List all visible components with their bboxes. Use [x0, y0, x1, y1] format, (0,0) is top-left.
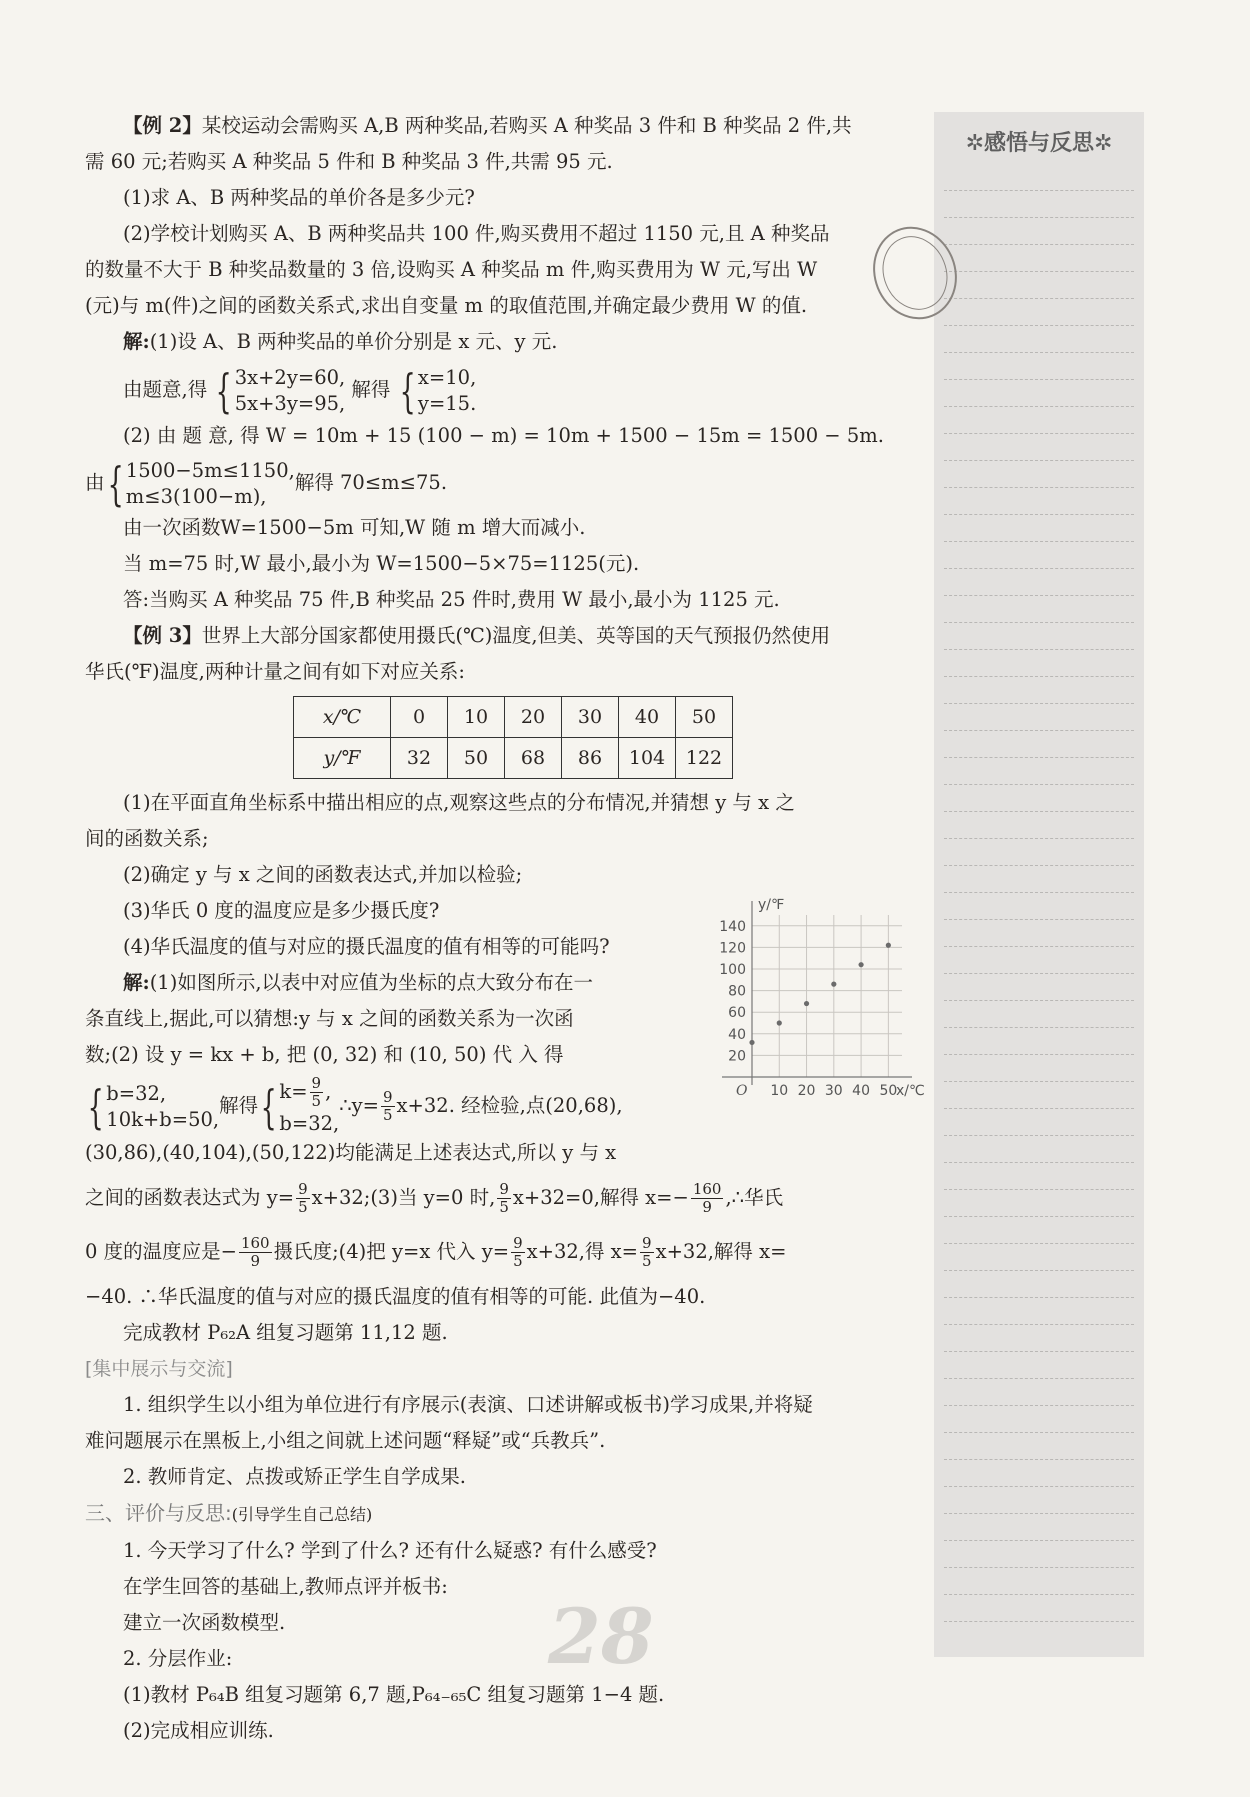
dashed-line	[944, 1351, 1134, 1352]
y-tick-label: 100	[719, 962, 746, 978]
dashed-line	[944, 973, 1134, 974]
table-cell: 20	[505, 697, 562, 738]
example3-question3: (3)华氏 0 度的温度应是多少摄氏度?	[123, 899, 440, 922]
reflection-section-title	[85, 1495, 920, 1533]
fraction	[497, 1181, 511, 1216]
numerator: 160	[240, 1234, 270, 1252]
equation: x=10,	[417, 365, 477, 389]
denominator: 5	[499, 1198, 509, 1216]
table-cell: 86	[562, 738, 619, 779]
example3-solution8: −40. ∴华氏温度的值与对应的摄氏温度的值有相等的可能. 此值为−40.	[85, 1285, 706, 1308]
dashed-line	[944, 1216, 1134, 1217]
dashed-line	[944, 703, 1134, 704]
reflection-sidebar	[934, 112, 1144, 1657]
example2-solution2: (2) 由 题 意, 得 W = 10m + 15 (100 − m) = 10m + 1500 − 15m = 1500 − 5m.	[123, 424, 884, 447]
data-point	[858, 962, 863, 967]
example2-solution4: 当 m=75 时,W 最小,最小为 W=1500−5×75=1125(元).	[123, 552, 640, 575]
equation: 10k+b=50,	[106, 1107, 220, 1131]
example2-question1: (1)求 A、B 两种奖品的单价各是多少元?	[123, 186, 475, 209]
example2-answer: 答:当购买 A 种奖品 75 件,B 种奖品 25 件时,费用 W 最小,最小为 1125 元.	[123, 588, 780, 611]
solution-system: { x=10, y=15.	[399, 363, 477, 418]
example-tag: 【例 2】	[123, 114, 202, 137]
table-cell: 104	[619, 738, 676, 779]
text: 0 度的温度应是−	[85, 1240, 237, 1263]
dashed-line	[944, 1297, 1134, 1298]
example2-question2: (2)学校计划购买 A、B 两种奖品共 100 件,购买费用不超过 1150 元,且 A 种奖品	[123, 222, 830, 245]
dashed-line	[944, 541, 1134, 542]
dashed-line	[944, 1162, 1134, 1163]
text: x+32;(3)当 y=0 时,	[311, 1186, 496, 1209]
dashed-line	[944, 1081, 1134, 1082]
text: x+32=0,解得 x=−	[512, 1186, 689, 1209]
dashed-line	[944, 487, 1134, 488]
example3-question4: (4)华氏温度的值与对应的摄氏温度的值有相等的可能吗?	[123, 935, 610, 958]
numerator: 9	[513, 1234, 523, 1252]
dashed-line	[944, 271, 1134, 272]
dashed-line	[944, 757, 1134, 758]
data-point	[777, 1020, 782, 1025]
scatter-chart	[700, 895, 930, 1105]
example2-question2-cont2: (元)与 m(件)之间的函数关系式,求出自变量 m 的取值范围,并确定最少费用 W 的值.	[85, 294, 808, 317]
fraction	[691, 1181, 724, 1216]
example3-question2: (2)确定 y 与 x 之间的函数表达式,并加以检验;	[123, 863, 523, 886]
table-cell: 122	[676, 738, 733, 779]
numerator: 160	[692, 1180, 722, 1198]
y-tick-label: 80	[728, 983, 746, 1000]
example3-solution6	[85, 1171, 920, 1225]
dashed-line	[944, 433, 1134, 434]
table-cell: 0	[391, 697, 448, 738]
dashed-line	[944, 514, 1134, 515]
equation: 3x+2y=60,	[234, 365, 346, 389]
y-tick-label: 40	[728, 1026, 746, 1043]
dashed-line	[944, 595, 1134, 596]
text: ,	[325, 1080, 332, 1103]
dashed-line	[944, 811, 1134, 812]
table-row	[294, 697, 733, 738]
dashed-line	[944, 1270, 1134, 1271]
table-row	[294, 738, 733, 779]
textbook-assignment: 完成教材 P₆₂A 组复习题第 11,12 题.	[123, 1321, 448, 1344]
example2-question2-cont: 的数量不大于 B 种奖品数量的 3 倍,设购买 A 种奖品 m 件,购买费用为 W 元,写出 W	[85, 258, 818, 281]
x-tick-label: 20	[797, 1083, 816, 1099]
y-tick-label: 120	[719, 940, 746, 957]
numerator: 9	[311, 1074, 322, 1092]
dashed-line	[944, 622, 1134, 623]
text: 由	[85, 471, 105, 494]
example2-inequality-system	[85, 454, 920, 510]
equation-system: { b=32, 10k+b=50,	[87, 1079, 220, 1134]
dashed-line	[944, 406, 1134, 407]
x-tick-label: 30	[824, 1083, 843, 1099]
numerator: 9	[298, 1180, 308, 1198]
fraction	[239, 1235, 272, 1270]
reflection-item2: 在学生回答的基础上,教师点评并板书:	[123, 1575, 448, 1598]
solution-label: 解:	[123, 330, 150, 353]
x-tick-label: 10	[770, 1083, 789, 1099]
table-cell: 68	[505, 738, 562, 779]
y-tick-label: 60	[728, 1005, 746, 1022]
example2-line2: 需 60 元;若购买 A 种奖品 5 件和 B 种奖品 3 件,共需 95 元.	[85, 150, 613, 173]
fraction	[296, 1181, 310, 1216]
dashed-line	[944, 1621, 1134, 1622]
section-note: (引导学生自己总结)	[231, 1505, 373, 1524]
dashed-line	[944, 244, 1134, 245]
dashed-line	[944, 1405, 1134, 1406]
text: ∴y=	[339, 1094, 379, 1117]
fraction	[511, 1235, 525, 1270]
fraction	[381, 1089, 395, 1124]
equation: b=32,	[279, 1112, 340, 1135]
dashed-line	[944, 1189, 1134, 1190]
inequality-system: { 1500−5m≤1150, m≤3(100−m),	[107, 456, 295, 511]
dashed-line	[944, 1513, 1134, 1514]
dashed-line	[944, 784, 1134, 785]
equation: 5x+3y=95,	[234, 391, 346, 415]
text: x+32,得 x=	[526, 1240, 639, 1263]
text: 解得	[219, 1094, 259, 1117]
table-cell: 32	[391, 738, 448, 779]
origin-label: O	[736, 1083, 748, 1099]
y-axis-label: y/℉	[758, 897, 785, 913]
reflection-item3: 建立一次函数模型.	[123, 1611, 286, 1634]
equation-system: { 3x+2y=60, 5x+3y=95,	[215, 363, 346, 418]
example2-line1	[85, 108, 920, 144]
text: 某校运动会需购买 A,B 两种奖品,若购买 A 种奖品 3 件和 B 种奖品 2 件,共	[201, 114, 852, 137]
equation	[279, 1075, 339, 1110]
example3-solution2: 条直线上,据此,可以猜想:y 与 x 之间的函数关系为一次函	[85, 1007, 574, 1030]
reflection-item4: 2. 分层作业:	[123, 1647, 233, 1670]
example-tag: 【例 3】	[123, 624, 202, 647]
table-cell: 40	[619, 697, 676, 738]
dashed-line	[944, 1432, 1134, 1433]
fraction	[310, 1075, 324, 1110]
text: (1)设 A、B 两种奖品的单价分别是 x 元、y 元.	[149, 330, 558, 353]
denominator: 5	[311, 1092, 322, 1110]
x-tick-label: 40	[852, 1083, 871, 1099]
dashed-line	[944, 1459, 1134, 1460]
dashed-line	[944, 649, 1134, 650]
dashed-line	[944, 865, 1134, 866]
dashed-line	[944, 1324, 1134, 1325]
fraction	[640, 1235, 654, 1270]
solution-label: 解:	[123, 971, 150, 994]
sidebar-title: ✲感悟与反思✲	[965, 131, 1113, 156]
example2-system1	[85, 360, 920, 418]
dashed-line	[944, 1594, 1134, 1595]
x-axis-label: x/℃	[896, 1083, 925, 1099]
text: x+32. 经检验,点(20,68),	[396, 1094, 623, 1117]
dashed-line	[944, 730, 1134, 731]
dashed-line	[944, 298, 1134, 299]
dashed-line	[944, 919, 1134, 920]
solution-system: { k= $\frac{9}{5}$ , b=32,	[258, 1075, 339, 1138]
example2-solution1	[85, 324, 920, 360]
data-point	[804, 1001, 809, 1006]
text: 解得 70≤m≤75.	[294, 471, 448, 494]
text: ,∴华氏	[725, 1186, 784, 1209]
section-heading: 三、评价与反思:	[85, 1501, 232, 1525]
y-tick-label: 140	[719, 918, 746, 935]
dashed-line	[944, 1027, 1134, 1028]
text: (1)如图所示,以表中对应值为坐标的点大致分布在一	[149, 971, 594, 994]
data-point	[886, 943, 891, 948]
dashed-line	[944, 1000, 1134, 1001]
exchange-item2: 2. 教师肯定、点拨或矫正学生自学成果.	[123, 1465, 467, 1488]
data-point	[831, 982, 836, 987]
dashed-line	[944, 352, 1134, 353]
example3-question1-cont: 间的函数关系;	[85, 827, 209, 850]
text: 解得	[351, 378, 391, 401]
reflection-item5: (1)教材 P₆₄B 组复习题第 6,7 题,P₆₄₋₆₅C 组复习题第 1−4 题.	[123, 1683, 665, 1706]
table-header: y/℉	[294, 738, 391, 779]
text: 之间的函数表达式为 y=	[85, 1186, 295, 1209]
dashed-line	[944, 1135, 1134, 1136]
example3-solution7	[85, 1225, 920, 1279]
example2-solution3: 由一次函数W=1500−5m 可知,W 随 m 增大而减小.	[123, 516, 586, 539]
example3-solution5: (30,86),(40,104),(50,122)均能满足上述表达式,所以 y 与 x	[85, 1141, 617, 1164]
denominator: 9	[250, 1252, 261, 1270]
inequality: 1500−5m≤1150,	[125, 458, 295, 482]
denominator: 5	[383, 1106, 393, 1124]
dashed-line	[944, 325, 1134, 326]
example3-solution3: 数;(2) 设 y = kx + b, 把 (0, 32) 和 (10, 50) 代 入 得	[85, 1043, 564, 1066]
text: 由题意,得	[123, 378, 208, 401]
dashed-line	[944, 1243, 1134, 1244]
table-cell: 50	[676, 697, 733, 738]
dashed-line	[944, 1486, 1134, 1487]
dashed-line	[944, 1054, 1134, 1055]
denominator: 5	[513, 1252, 523, 1270]
dashed-line	[944, 568, 1134, 569]
dashed-line	[944, 892, 1134, 893]
data-point	[749, 1040, 754, 1045]
equation: y=15.	[417, 391, 477, 415]
table-cell: 30	[562, 697, 619, 738]
dashed-line	[944, 838, 1134, 839]
x-tick-label: 50	[879, 1083, 898, 1099]
dashed-line	[944, 190, 1134, 191]
example3-question1: (1)在平面直角坐标系中描出相应的点,观察这些点的分布情况,并猜想 y 与 x 之	[123, 791, 795, 814]
page-number: 28	[548, 1592, 654, 1681]
dashed-line	[944, 1108, 1134, 1109]
numerator: 9	[499, 1180, 509, 1198]
dashed-line	[944, 946, 1134, 947]
example3-line1	[85, 618, 920, 654]
table-cell: 10	[448, 697, 505, 738]
denominator: 5	[298, 1198, 308, 1216]
exchange-item1: 1. 组织学生以小组为单位进行有序展示(表演、口述讲解或板书)学习成果,并将疑	[123, 1393, 813, 1416]
equation: b=32,	[106, 1081, 167, 1105]
reflection-item6: (2)完成相应训练.	[123, 1719, 274, 1742]
exchange-section-title: [集中展示与交流]	[85, 1358, 233, 1380]
dashed-line	[944, 217, 1134, 218]
temperature-table	[293, 696, 733, 779]
y-tick-label: 20	[728, 1048, 746, 1065]
numerator: 9	[383, 1088, 393, 1106]
dashed-line	[944, 1567, 1134, 1568]
dashed-line	[944, 460, 1134, 461]
text: 摄氏度;(4)把 y=x 代入 y=	[273, 1240, 510, 1263]
example3-line2: 华氏(℉)温度,两种计量之间有如下对应关系:	[85, 660, 465, 683]
inequality: m≤3(100−m),	[125, 484, 267, 508]
table-cell: 50	[448, 738, 505, 779]
dashed-line	[944, 676, 1134, 677]
dashed-line	[944, 1378, 1134, 1379]
text: x+32,解得 x=	[655, 1240, 787, 1263]
reflection-item1: 1. 今天学习了什么? 学到了什么? 还有什么疑惑? 有什么感受?	[123, 1539, 657, 1562]
denominator: 9	[702, 1198, 712, 1216]
dashed-line	[944, 379, 1134, 380]
table-header: x/℃	[294, 697, 391, 738]
exchange-item1-cont: 难问题展示在黑板上,小组之间就上述问题“释疑”或“兵教兵”.	[85, 1429, 606, 1452]
denominator: 5	[642, 1252, 652, 1270]
text: k=	[279, 1080, 308, 1103]
text: 世界上大部分国家都使用摄氏(℃)温度,但美、英等国的天气预报仍然使用	[201, 624, 831, 647]
numerator: 9	[642, 1234, 652, 1252]
dashed-line	[944, 1540, 1134, 1541]
